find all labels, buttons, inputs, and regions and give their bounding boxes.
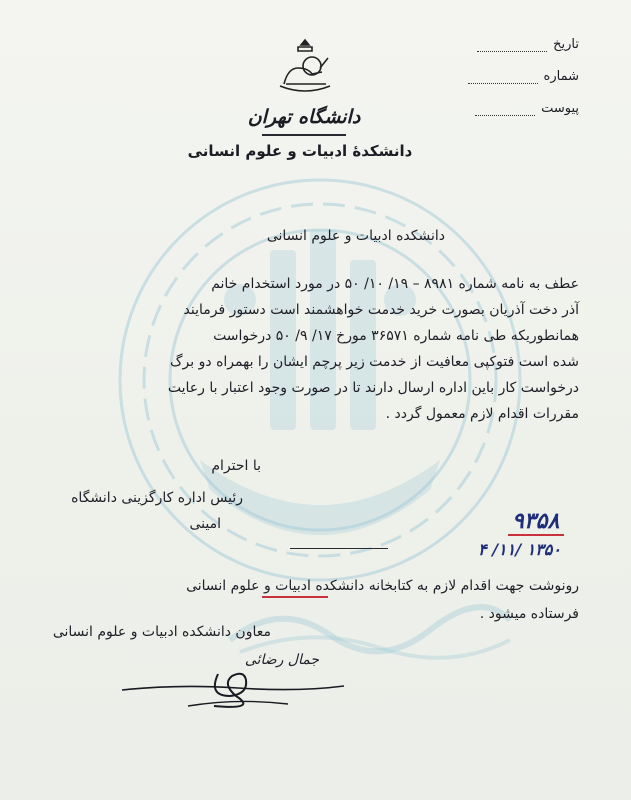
date-line: [477, 39, 547, 52]
number-field: [468, 64, 579, 84]
registration-date: ۴ /۱۱/ ۱۳۵۰: [478, 540, 561, 559]
signature-icon: [118, 666, 348, 726]
body-line-4: شده است فتوکپی معافیت از خدمت زیر پرچم ایشان را بهمراه دو برگ: [170, 354, 579, 370]
signatory-name: امینی: [189, 516, 221, 532]
date-field: [477, 32, 579, 52]
sender-name: جمال رضائی: [244, 652, 319, 668]
body-line-5: درخواست کار باین اداره ارسال دارند تا در صورت وجود اعتبار با رعایت: [167, 380, 579, 396]
body-line-1: عطف به نامه شماره ۸۹۸۱ – ۱۹/ ۱۰/ ۵۰ در مورد استخدام خانم: [211, 276, 579, 292]
body-line-3: همانطوریکه طی نامه شماره ۳۶۵۷۱ مورخ ۱۷/ ۹/ ۵۰ درخواست: [213, 328, 579, 344]
attachment-label: پیوست: [541, 101, 579, 116]
number-line: [468, 71, 538, 84]
registration-number: ۹۳۵۸: [512, 508, 560, 534]
registration-underline: [508, 534, 564, 536]
separator-rule: [290, 548, 388, 549]
body-line-2: آذر دخت آذریان بصورت خرید خدمت خواهشمند است دستور فرمایند: [183, 302, 579, 318]
university-underline: [262, 134, 346, 136]
library-underline: [262, 596, 328, 598]
body-line-6: مقررات اقدام لازم معمول گردد .: [385, 406, 579, 422]
date-label: تاریخ: [553, 37, 579, 52]
attachment-field: [475, 96, 579, 116]
lion-and-sun-emblem-icon: [276, 38, 334, 94]
signatory-title: رئیس اداره کارگزینی دانشگاه: [71, 490, 243, 506]
attachment-line: [475, 103, 535, 116]
number-label: شماره: [543, 69, 579, 84]
sender-title: معاون دانشکده ادبیات و علوم انسانی: [52, 624, 271, 640]
routing-line-2: فرستاده میشود .: [479, 606, 579, 622]
routing-line-1: رونوشت جهت اقدام لازم به کتابخانه دانشکده ادبیات و علوم انسانی: [186, 578, 579, 594]
closing: با احترام: [211, 458, 261, 474]
university-name: دانشگاه تهران: [247, 106, 361, 128]
addressee: دانشکده ادبیات و علوم انسانی: [266, 228, 445, 244]
faculty-header: دانشکدهٔ ادبیات و علوم انسانی: [187, 142, 413, 160]
